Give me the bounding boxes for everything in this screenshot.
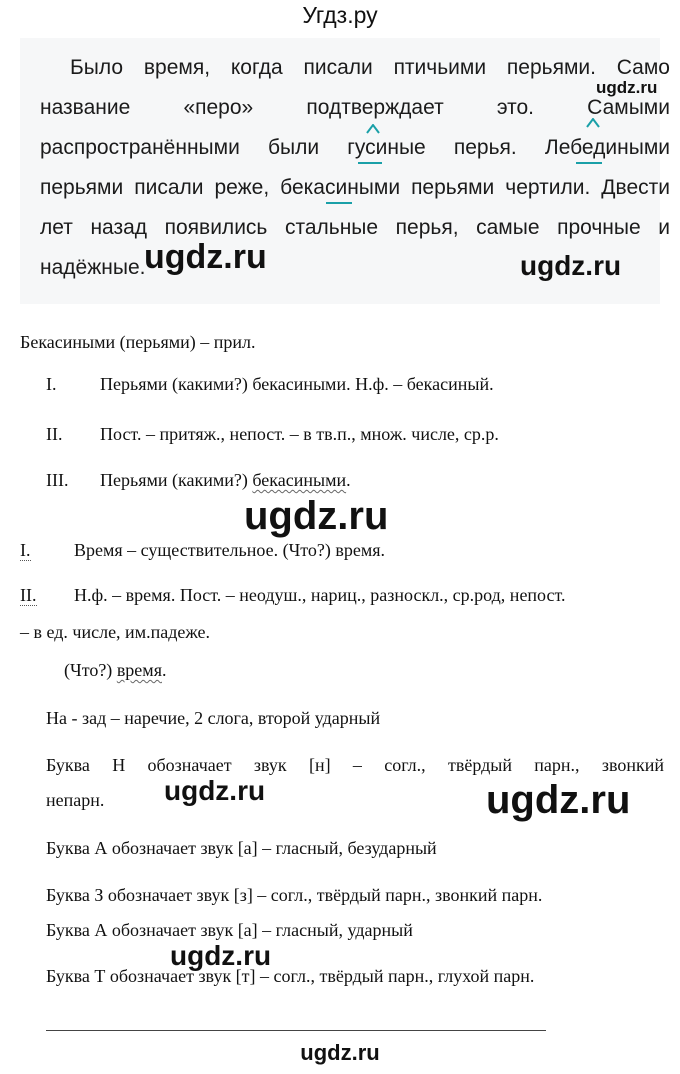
word: перьями <box>40 176 124 199</box>
item-number <box>20 540 31 561</box>
underlined-word: время <box>116 660 162 680</box>
underlined-word: бекасиными <box>252 470 347 490</box>
word: Само <box>616 56 670 79</box>
noun-item-3 <box>64 660 166 681</box>
item-number: III. <box>46 470 69 490</box>
textbook-excerpt <box>20 38 670 304</box>
ending-underline <box>358 162 382 164</box>
word: реже, <box>214 176 270 199</box>
phonetic-line-3: Буква З обозначает звук [з] – согл., твёрдый парн., звонкий парн. <box>46 885 543 905</box>
word: лет <box>40 216 73 239</box>
word: перья, <box>395 216 459 239</box>
watermark: ugdz.ru <box>164 775 266 806</box>
divider <box>46 1030 546 1031</box>
word: стальные <box>284 216 379 239</box>
text: . <box>161 660 167 680</box>
word: когда <box>230 56 283 79</box>
word: Двести <box>601 176 670 199</box>
ending-underline <box>576 162 602 164</box>
word: название <box>40 96 131 119</box>
word: распространёнными <box>40 136 240 159</box>
word: назад <box>90 216 148 239</box>
adjective-heading: Бекасиными (перьями) – прил. <box>20 332 256 352</box>
excerpt-line-1 <box>70 56 670 80</box>
phonetic-line-4: Буква А обозначает звук [а] – гласный, ударный <box>46 920 413 940</box>
word: самые <box>476 216 540 239</box>
word: и <box>658 216 670 239</box>
word: время, <box>143 56 211 79</box>
word: перьями. <box>506 56 596 79</box>
word-marked: гусиные <box>347 136 426 159</box>
item-number: II. <box>46 424 63 444</box>
phonetic-line-5: Буква Т обозначает звук [т] – согл., твёрдый парн., глухой парн. <box>46 966 535 986</box>
suffix-mark-icon <box>366 124 380 134</box>
excerpt-line-3 <box>40 136 670 160</box>
word: Было <box>70 56 124 79</box>
word: Самыми <box>587 96 670 119</box>
phonetic-line-1: Буква Н обозначает звук [н] – согл., твёрдый парн., звонкий <box>46 755 664 775</box>
word: чертили. <box>505 176 591 199</box>
noun-item-1: Время – существительное. (Что?) время. <box>74 540 386 560</box>
site-title: Угдз.ру <box>302 2 378 28</box>
phonetic-line-2: Буква А обозначает звук [а] – гласный, безударный <box>46 838 437 858</box>
watermark: ugdz.ru <box>244 494 389 538</box>
word: птичьими <box>393 56 487 79</box>
watermark: ugdz.ru <box>486 778 631 822</box>
suffix-mark-icon <box>586 118 600 128</box>
watermark: ugdz.ru <box>144 238 267 276</box>
word: это. <box>496 96 535 119</box>
phonetic-heading: На - зад – наречие, 2 слога, второй ударный <box>46 708 381 728</box>
watermark-small: ugdz.ru <box>596 78 658 97</box>
word: появились <box>164 216 268 239</box>
text: I. <box>20 540 31 560</box>
word: были <box>267 136 320 159</box>
excerpt-line-4 <box>40 176 670 200</box>
word-marked: Лебедиными <box>544 136 670 159</box>
text: (Что?) <box>64 660 117 680</box>
adjective-item-1: Перьями (какими?) бекасиными. Н.ф. – бекасиный. <box>100 374 494 394</box>
footer-watermark: ugdz.ru <box>300 1040 380 1065</box>
word: подтверждает <box>306 96 444 119</box>
watermark: ugdz.ru <box>520 250 622 281</box>
phonetic-line-1-cont: непарн. <box>46 790 105 810</box>
noun-item-2-cont: – в ед. числе, им.падеже. <box>20 622 211 642</box>
ending-underline <box>326 202 352 204</box>
excerpt-line-5 <box>40 216 670 240</box>
text: Перьями (какими?) <box>100 470 253 490</box>
watermark: ugdz.ru <box>170 940 272 971</box>
word: перья. <box>453 136 517 159</box>
word: писали <box>134 176 204 199</box>
word: прочные <box>557 216 641 239</box>
word: перьями <box>411 176 495 199</box>
word-marked: бекасиными <box>280 176 401 199</box>
word: «перо» <box>183 96 254 119</box>
text: II. <box>20 585 37 605</box>
item-number <box>20 585 37 606</box>
text: . <box>346 470 351 490</box>
item-number: I. <box>46 374 57 394</box>
word: надёжные. <box>40 256 146 279</box>
word: писали <box>303 56 373 79</box>
adjective-item-3 <box>100 470 351 491</box>
adjective-item-2: Пост. – притяж., непост. – в тв.п., множ. числе, ср.р. <box>100 424 499 444</box>
noun-item-2: Н.ф. – время. Пост. – неодуш., нариц., разноскл., ср.род, непост. <box>74 585 566 605</box>
excerpt-line-2 <box>40 96 670 120</box>
